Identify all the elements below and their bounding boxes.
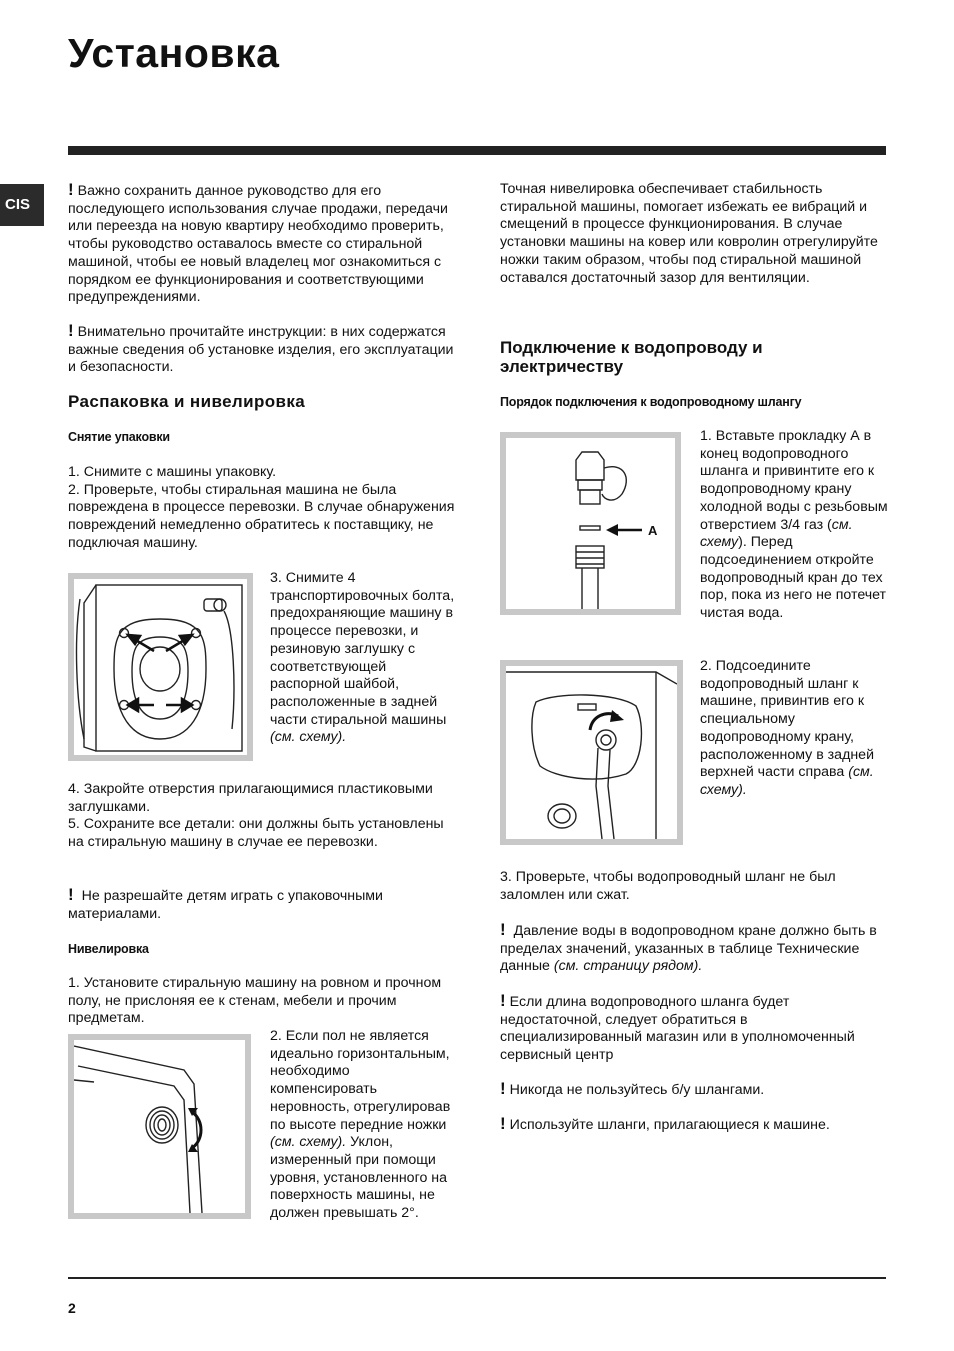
warning-keep-manual-text: Важно сохранить данное руководство для его последующего использования случае продажи, передачи или переезда на новую квартиру необходимо проверить, чтобы руководство оставалось вместе со стиральной машиной, чтобы ее новый владелец мог ознакомиться с порядком ее функционирования и соответствующими предупреждениями. [68, 183, 448, 306]
warning-children-text: Не разрешайте детям играть с упаковочными материалами. [68, 888, 383, 922]
unpack-step-2: 2. Проверьте, чтобы стиральная машина не была повреждена в процессе перевозки. В случае обнаружения повреждений немедленно обратитесь к поставщику, не подключая машину. [68, 481, 455, 551]
gasket-icon [580, 526, 600, 530]
inlet-connection-illustration [506, 666, 677, 839]
hose-step-1-text: 1. Вставьте прокладку А в конец водопроводного шланга и привинтите его к водопроводному крану холодной воды с резьбовым отверстием 3/4 газ ( [700, 428, 888, 533]
level-step-2-tail: Уклон, измеренный при помощи уровня, установленного на поверхность машины, не должен превышать 2°. [270, 1134, 447, 1222]
unpack-step-1: 1. Снимите с машины упаковку. [68, 464, 277, 480]
language-tab: CIS [0, 184, 44, 226]
level-step-2-ref: (см. схему). [270, 1134, 347, 1151]
tap-hose-illustration [506, 438, 675, 609]
warning-used-hoses-text: Никогда не пользуйтесь б/у шлангами. [509, 1082, 765, 1098]
warning-hose-length [500, 992, 890, 1065]
figure-transport-bolts [68, 573, 253, 761]
unpack-step-3-ref: (см. схему). [270, 729, 347, 746]
warning-icon: ! [68, 885, 74, 904]
leveling-intro: Точная нивелировка обеспечивает стабильность стиральной машины, помогает избежать ее вибраций и смещений в процессе функционирования. В случае установки машины на ковер или ковролин отрегулируйте ножки таким образом, чтобы под стиральной машиной оставался достаточный зазор для вентиляции. [500, 181, 878, 286]
level-step-2-text: 2. Если пол не является идеально горизонтальным, необходимо компенсировать неровность, отрегулировав по высоте передние ножки [270, 1028, 451, 1133]
unpack-step-5: 5. Сохраните все детали: они должны быть установлены на стиральную машину в случае ее перевозки. [68, 816, 444, 851]
hose-step-2-text: 2. Подсоедините водопроводный шланг к машине, привинтив его к специальному водопроводному крану, расположенному в задней верхней части справа [700, 658, 874, 781]
hose-step-1-ref: см. схему [700, 516, 853, 551]
level-step-1: 1. Установите стиральную машину на ровном и прочном полу, не прислоняя ее к стенам, мебели и прочим предметам. [68, 975, 442, 1027]
warning-icon: ! [68, 321, 74, 340]
hose-step-2-ref: (см. схему). [700, 764, 874, 798]
rotate-arrow-icon [590, 710, 624, 730]
figure-tap-gasket [500, 432, 681, 615]
figure-hose-connection [500, 660, 683, 845]
warning-pressure-text: Давление воды в водопроводном кране должно быть в пределах значений, указанных в таблице Технические данные [500, 923, 877, 975]
subheading-hose-connection: Порядок подключения к водопроводному шлангу [500, 395, 802, 409]
warning-keep-manual [68, 181, 460, 307]
hose-step-3: 3. Проверьте, чтобы водопроводный шланг не был заломлен или сжат. [500, 869, 836, 903]
hose-step-1-tail: ). Перед подсоединением откройте водопроводный кран до тех пор, пока из него не потечет чистая вода. [700, 534, 887, 622]
unpack-steps-1-2 [68, 464, 460, 553]
warning-supplied-hoses-text: Используйте шланги, прилагающиеся к машине. [509, 1117, 830, 1133]
footer-rule [68, 1277, 886, 1279]
unpack-step-3 [270, 570, 456, 747]
section-heading-unpacking: Распаковка и нивелировка [68, 392, 306, 411]
foot-adjust-illustration [74, 1040, 245, 1213]
page-title: Установка [68, 30, 280, 76]
warning-supplied-hoses [500, 1115, 890, 1135]
unpack-step-3-text: 3. Снимите 4 транспортировочных болта, предохраняющие машину в процессе перевозки, и резиновую заглушку с соответствующей распорной шайбой, расположенные в задней части стиральной машины [270, 570, 455, 728]
figure-label-a: A [648, 523, 658, 538]
hose-step-1 [700, 428, 890, 623]
subheading-leveling: Нивелировка [68, 942, 149, 956]
unpack-steps-4-5 [68, 781, 460, 852]
figure-leveling-foot [68, 1034, 251, 1219]
warning-pressure-ref: (см. страницу рядом). [553, 958, 703, 975]
subheading-remove-packaging: Снятие упаковки [68, 430, 170, 444]
warning-hose-length-text: Если длина водопроводного шланга будет недостаточной, следует обратиться в специализированный магазин или в уполномоченный сервисный центр [500, 994, 855, 1064]
warning-children [68, 886, 460, 923]
warning-used-hoses [500, 1080, 890, 1100]
warning-icon: ! [500, 920, 506, 939]
warning-read-instructions-text: Внимательно прочитайте инструкции: в них содержатся важные сведения об установке изделия, его эксплуатации и безопасности. [68, 324, 454, 376]
level-step-2 [270, 1028, 456, 1223]
warning-pressure [500, 921, 890, 976]
hose-step-2 [700, 658, 890, 800]
warning-icon: ! [500, 1114, 506, 1133]
warning-icon: ! [500, 991, 506, 1010]
section-heading-water-electric: Подключение к водопроводу и электричеству [500, 338, 763, 376]
warning-icon: ! [500, 1079, 506, 1098]
warning-icon: ! [68, 180, 74, 199]
pointer-arrow-icon [606, 524, 642, 536]
unpack-step-4: 4. Закройте отверстия прилагающимися пластиковыми заглушками. [68, 781, 433, 815]
title-rule [68, 146, 886, 155]
warning-read-instructions [68, 322, 460, 377]
washer-back-illustration [74, 579, 247, 755]
page-number: 2 [68, 1300, 76, 1316]
